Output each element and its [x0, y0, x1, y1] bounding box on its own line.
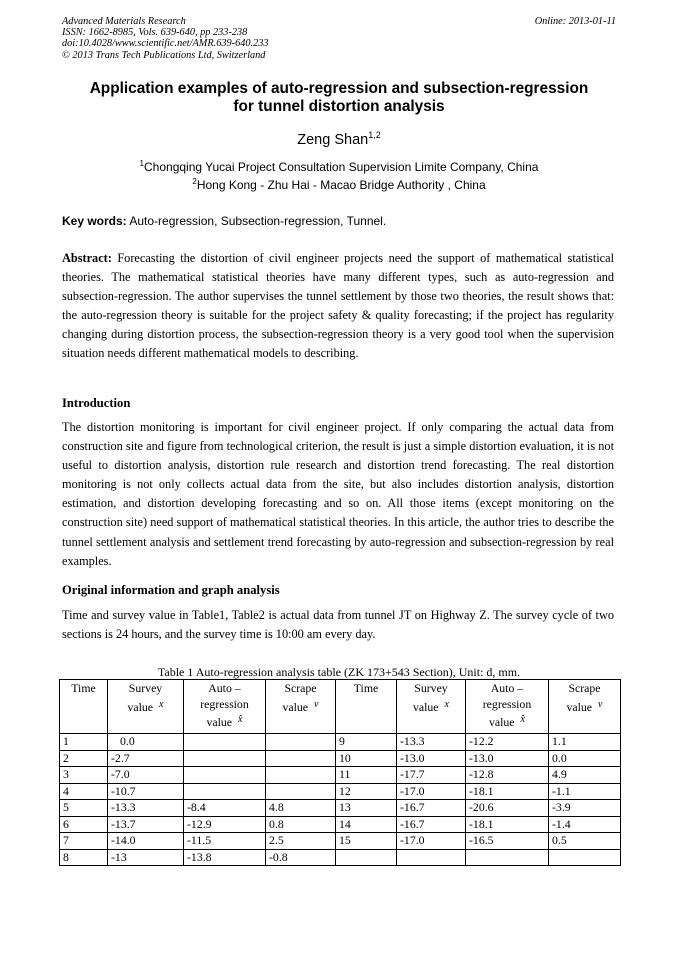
table-cell: -13.0: [466, 750, 549, 767]
table-cell: -13.3: [397, 734, 466, 751]
table-cell: [184, 783, 266, 800]
table-cell: [397, 849, 466, 866]
table-cell: -12.2: [466, 734, 549, 751]
table-cell: -13.7: [108, 816, 184, 833]
scrape-symbol: v: [314, 698, 319, 710]
table-row: [60, 849, 621, 866]
table-cell: 13: [336, 800, 397, 817]
keywords: [62, 214, 618, 228]
table-cell: -16.7: [397, 816, 466, 833]
original-info-text: Time and survey value in Table1, Table2 is actual data from tunnel JT on Highway Z. The survey cycle of two sections is 24 hours, and the survey time is 10:00 am every day.: [62, 608, 614, 642]
paper-title-line-1: Application examples of auto-regression and subsection-regression: [89, 80, 589, 97]
table-cell: -1.1: [549, 783, 621, 800]
online-date: Online: 2013-01-11: [534, 16, 616, 27]
table-cell: -10.7: [108, 783, 184, 800]
table-cell: 4.8: [266, 800, 336, 817]
table-cell: 11: [336, 767, 397, 784]
survey-symbol: x: [159, 698, 164, 710]
auto-symbol-2: x̂: [520, 714, 525, 725]
abstract-text: Forecasting the distortion of civil engineer projects need the support of mathematical statistical theories. The mathematical statistical theories have many different types, such as auto-regression and subsection-regression. The author supervises the tunnel settlement by those two theories, the result shows that: the auto-regression theory is suitable for the project safety & quality forecasting; if the project has regularity changing during distortion process, the subsection-regression theory is a very good tool when the supervision situation needs different mathematical models to describing.: [62, 251, 615, 361]
table-cell: -20.6: [466, 800, 549, 817]
table-row: [60, 783, 621, 800]
table-cell: -13: [108, 849, 184, 866]
table-row: [60, 750, 621, 767]
table-cell: [466, 849, 549, 866]
table-cell: -1.4: [549, 816, 621, 833]
table-cell: 9: [336, 734, 397, 751]
table-row: [60, 734, 621, 751]
table-cell: 2: [60, 750, 108, 767]
table-cell: [184, 750, 266, 767]
table-row: [60, 800, 621, 817]
table-cell: -3.9: [549, 800, 621, 817]
table-cell: 12: [336, 783, 397, 800]
affiliation-2-text: Hong Kong - Zhu Hai - Macao Bridge Authority , China: [196, 178, 486, 192]
table-cell: -12.9: [184, 816, 266, 833]
table-cell: -13.3: [108, 800, 184, 817]
table-cell: [549, 849, 621, 866]
paper-title-line-2: for tunnel distortion analysis: [233, 98, 445, 115]
table-cell: [184, 767, 266, 784]
affiliation-1-text: Chongqing Yucai Project Consultation Supervision Limite Company, China: [144, 160, 539, 174]
journal-header: [62, 16, 616, 61]
table-cell: [266, 767, 336, 784]
table-cell: 14: [336, 816, 397, 833]
table-cell: 3: [60, 767, 108, 784]
table-cell: [266, 734, 336, 751]
affiliation-1: [0, 159, 678, 174]
header-survey-2: Survey value $^x$: [397, 680, 466, 734]
original-info-heading: Original information and graph analysis: [62, 583, 280, 597]
header-scrape: Scrape value $^v$: [266, 680, 336, 734]
journal-issn: ISSN: 1662-8985, Vols. 639-640, pp 233-238: [62, 27, 248, 39]
table-cell: -8.4: [184, 800, 266, 817]
author: [0, 130, 678, 148]
journal-name: Advanced Materials Research: [62, 16, 186, 27]
table-cell: -12.8: [466, 767, 549, 784]
abstract-label: Abstract:: [62, 251, 112, 265]
table-cell: -2.7: [108, 750, 184, 767]
scrape-symbol-2: v: [598, 698, 603, 710]
table-cell: -0.8: [266, 849, 336, 866]
header-time-2: Time: [336, 680, 397, 734]
journal-copyright: © 2013 Trans Tech Publications Ltd, Switzerland: [62, 49, 266, 61]
table-cell: -16.7: [397, 800, 466, 817]
author-name: Zeng Shan: [297, 132, 369, 148]
table-cell: -17.0: [397, 783, 466, 800]
affiliation-2-marker: 2: [192, 177, 197, 186]
table-cell: -13.8: [184, 849, 266, 866]
table-cell: 1.1: [549, 734, 621, 751]
table-row: [60, 816, 621, 833]
table-cell: 2.5: [266, 833, 336, 850]
table-cell: 0.0: [549, 750, 621, 767]
keywords-label: Key words:: [62, 214, 127, 228]
introduction-text: The distortion monitoring is important for civil engineer project. If only comparing the actual data from construction site and figure from technological criterion, the result is just a simple distortion evaluation, it is not useful to distortion analysis, distortion rule research and distortion trend forecasting. The real distortion monitoring is not only collects actual data from the site, but also includes distortion analysis, distortion estimation, and distortion developing forecasting and so on. All those items (except monitoring on the construction site) need support of mathematical statistical theories. In this article, the author tries to describe the tunnel settlement analysis and settlement trend forecasting by auto-regression and subsection-regression by real examples.: [62, 420, 614, 568]
table-header-row: [60, 680, 621, 734]
survey-symbol-2: x: [444, 698, 449, 710]
table-cell: 5: [60, 800, 108, 817]
table-cell: -18.1: [466, 816, 549, 833]
table-cell: [266, 783, 336, 800]
header-survey: Survey value $^x$: [108, 680, 184, 734]
abstract: [62, 249, 614, 364]
table-cell: -17.7: [397, 767, 466, 784]
introduction-heading: Introduction: [62, 396, 131, 410]
table-cell: -18.1: [466, 783, 549, 800]
table-cell: -11.5: [184, 833, 266, 850]
header-auto-regression-2: Auto –regression value $^{x̂}$: [466, 680, 549, 734]
auto-symbol: x̂: [238, 714, 243, 725]
table-cell: 15: [336, 833, 397, 850]
table-cell: 7: [60, 833, 108, 850]
table-cell: 0.0: [108, 734, 184, 751]
table-cell: 0.8: [266, 816, 336, 833]
table-cell: 4: [60, 783, 108, 800]
table-cell: [184, 734, 266, 751]
table-row: [60, 833, 621, 850]
auto-regression-table: [59, 679, 621, 866]
header-time: Time: [60, 680, 108, 734]
table-cell: -17.0: [397, 833, 466, 850]
table-cell: -16.5: [466, 833, 549, 850]
table-row: [60, 767, 621, 784]
table-cell: -13.0: [397, 750, 466, 767]
affiliation-1-marker: 1: [139, 159, 144, 168]
table-cell: 1: [60, 734, 108, 751]
table-cell: [266, 750, 336, 767]
table-cell: [336, 849, 397, 866]
table-cell: 0.5: [549, 833, 621, 850]
affiliation-2: [0, 177, 678, 192]
author-affiliation-marker: 1,2: [368, 130, 381, 140]
table-cell: -14.0: [108, 833, 184, 850]
paper-title: [40, 80, 638, 116]
table-cell: 4.9: [549, 767, 621, 784]
table-cell: 6: [60, 816, 108, 833]
journal-doi: doi:10.4028/www.scientific.net/AMR.639-640.233: [62, 38, 269, 50]
table-cell: 10: [336, 750, 397, 767]
table-cell: 8: [60, 849, 108, 866]
header-scrape-2: Scrape value $^v$: [549, 680, 621, 734]
keywords-text: Auto-regression, Subsection-regression, Tunnel.: [129, 214, 387, 228]
table-caption: Table 1 Auto-regression analysis table (ZK 173+543 Section), Unit: d, mm.: [157, 665, 521, 679]
table-cell: -7.0: [108, 767, 184, 784]
header-auto-regression: Auto –regression value $^{x̂}$: [184, 680, 266, 734]
